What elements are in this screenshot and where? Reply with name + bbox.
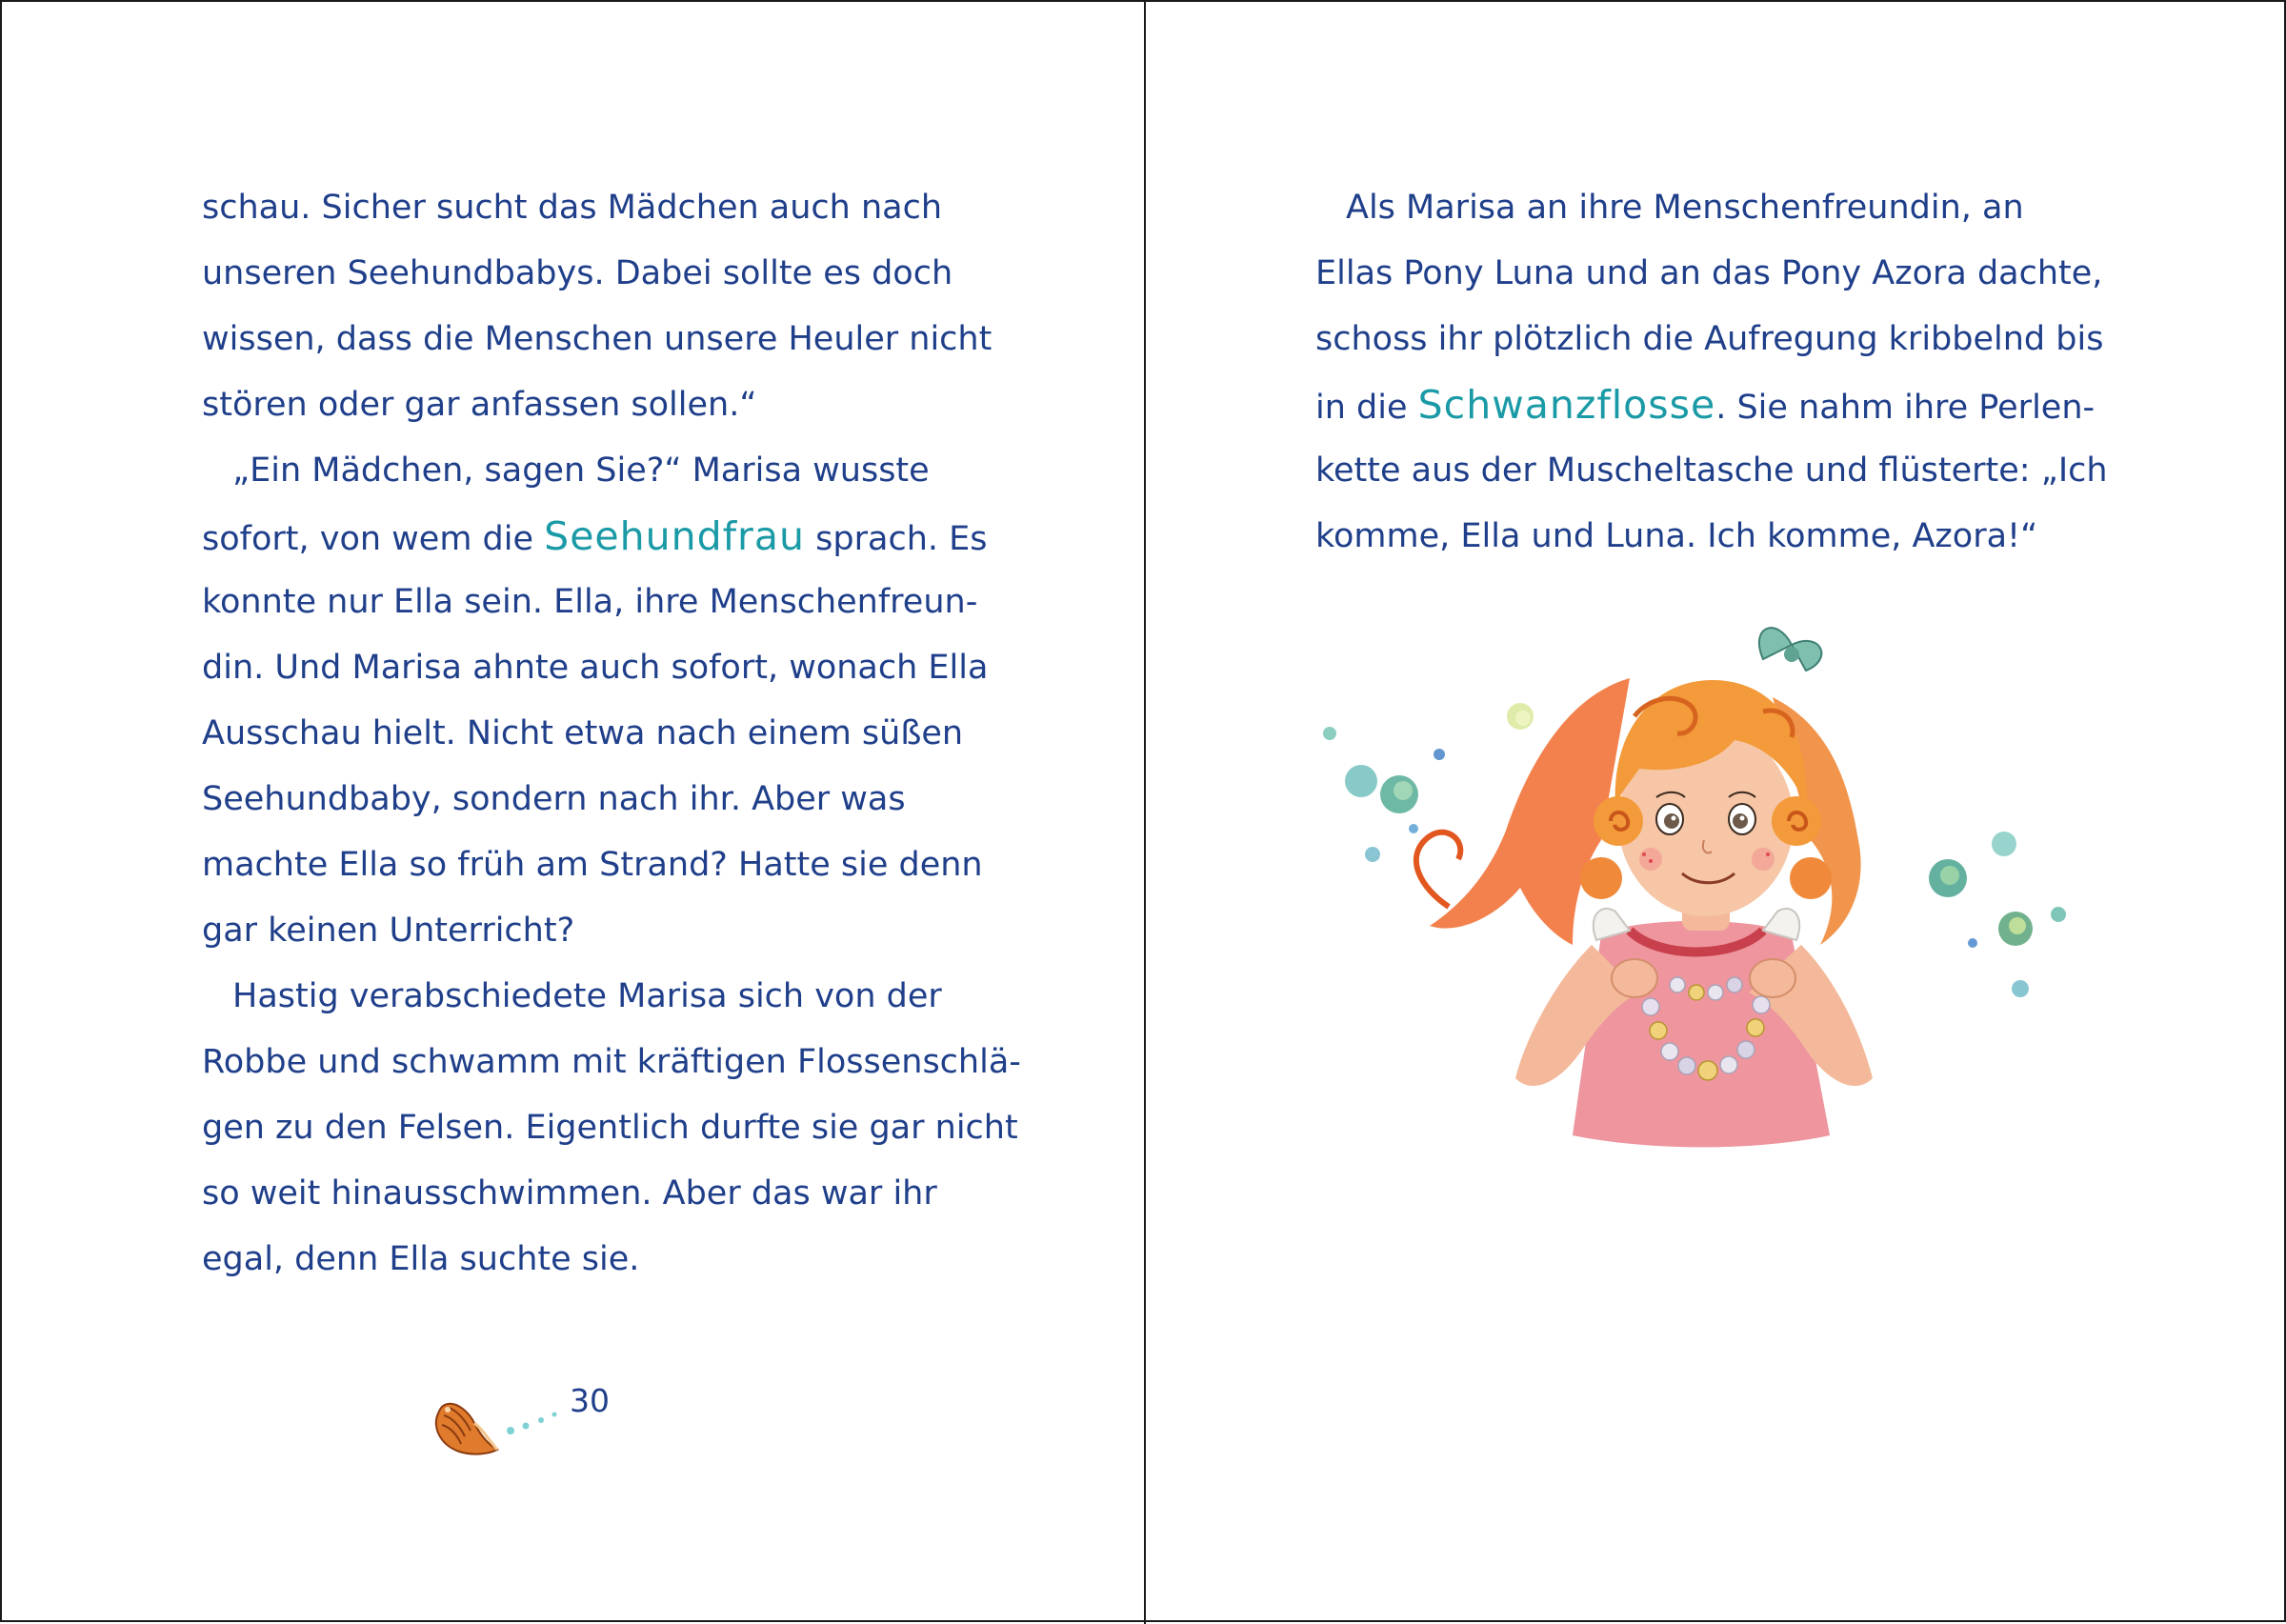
text-line: gar keinen Unterricht?	[202, 912, 575, 950]
page-number: 30	[570, 1382, 610, 1419]
text-line: machte Ella so früh am Strand? Hatte sie denn	[202, 846, 983, 884]
text-fragment: sprach. Es	[805, 520, 988, 558]
text-line: gen zu den Felsen. Eigentlich durfte sie gar nicht	[202, 1109, 1018, 1147]
text-line: Robbe und schwamm mit kräftigen Flossenschlä-	[202, 1043, 1021, 1081]
text-line: schau. Sicher sucht das Mädchen auch nach	[202, 189, 943, 227]
text-line: stören oder gar anfassen sollen.“	[202, 386, 757, 424]
seashell-icon	[431, 1396, 507, 1459]
right-page	[1146, 2, 2286, 1624]
left-page-text	[202, 175, 1040, 1293]
text-line	[202, 504, 1040, 570]
text-line: Hastig verabschiedete Marisa sich von der	[232, 977, 942, 1015]
text-fragment: sofort, von wem die	[202, 520, 545, 558]
text-line: egal, denn Ella suchte sie.	[202, 1240, 640, 1278]
text-line: so weit hinausschwimmen. Aber das war ihr	[202, 1174, 937, 1213]
highlight-word: Schwanzflosse	[1417, 382, 1716, 428]
text-line: schoss ihr plötzlich die Aufregung kribbelnd bis	[1315, 320, 2104, 358]
text-line: „Ein Mädchen, sagen Sie?“ Marisa wusste	[232, 451, 930, 490]
hair-bow	[1759, 628, 1821, 671]
highlight-word: Seehundfrau	[544, 513, 806, 559]
text-line: komme, Ella und Luna. Ich komme, Azora!“	[1315, 517, 2038, 555]
text-line: wissen, dass die Menschen unsere Heuler nicht	[202, 320, 993, 358]
text-fragment: . Sie nahm ihre Perlen-	[1715, 389, 2096, 427]
right-page-text	[1315, 175, 2192, 570]
left-page	[2, 2, 1144, 1624]
text-line: konnte nur Ella sein. Ella, ihre Menschenfreun-	[202, 583, 978, 621]
bubble-dots-icon	[505, 1410, 562, 1438]
text-line: Seehundbaby, sondern nach ihr. Aber was	[202, 780, 906, 818]
text-line: din. Und Marisa ahnte auch sofort, wonach Ella	[202, 649, 989, 687]
text-line: Ausschau hielt. Nicht etwa nach einem süßen	[202, 714, 964, 752]
text-line: kette aus der Muscheltasche und flüsterte: „Ich	[1315, 451, 2108, 490]
text-line	[1315, 372, 2192, 438]
mermaid-girl-illustration	[1315, 602, 2116, 1154]
text-fragment: in die	[1315, 389, 1418, 427]
text-line: Als Marisa an ihre Menschenfreundin, an	[1346, 189, 2024, 227]
text-line: unseren Seehundbabys. Dabei sollte es doch	[202, 254, 953, 292]
text-line: Ellas Pony Luna und an das Pony Azora dachte,	[1315, 254, 2103, 292]
